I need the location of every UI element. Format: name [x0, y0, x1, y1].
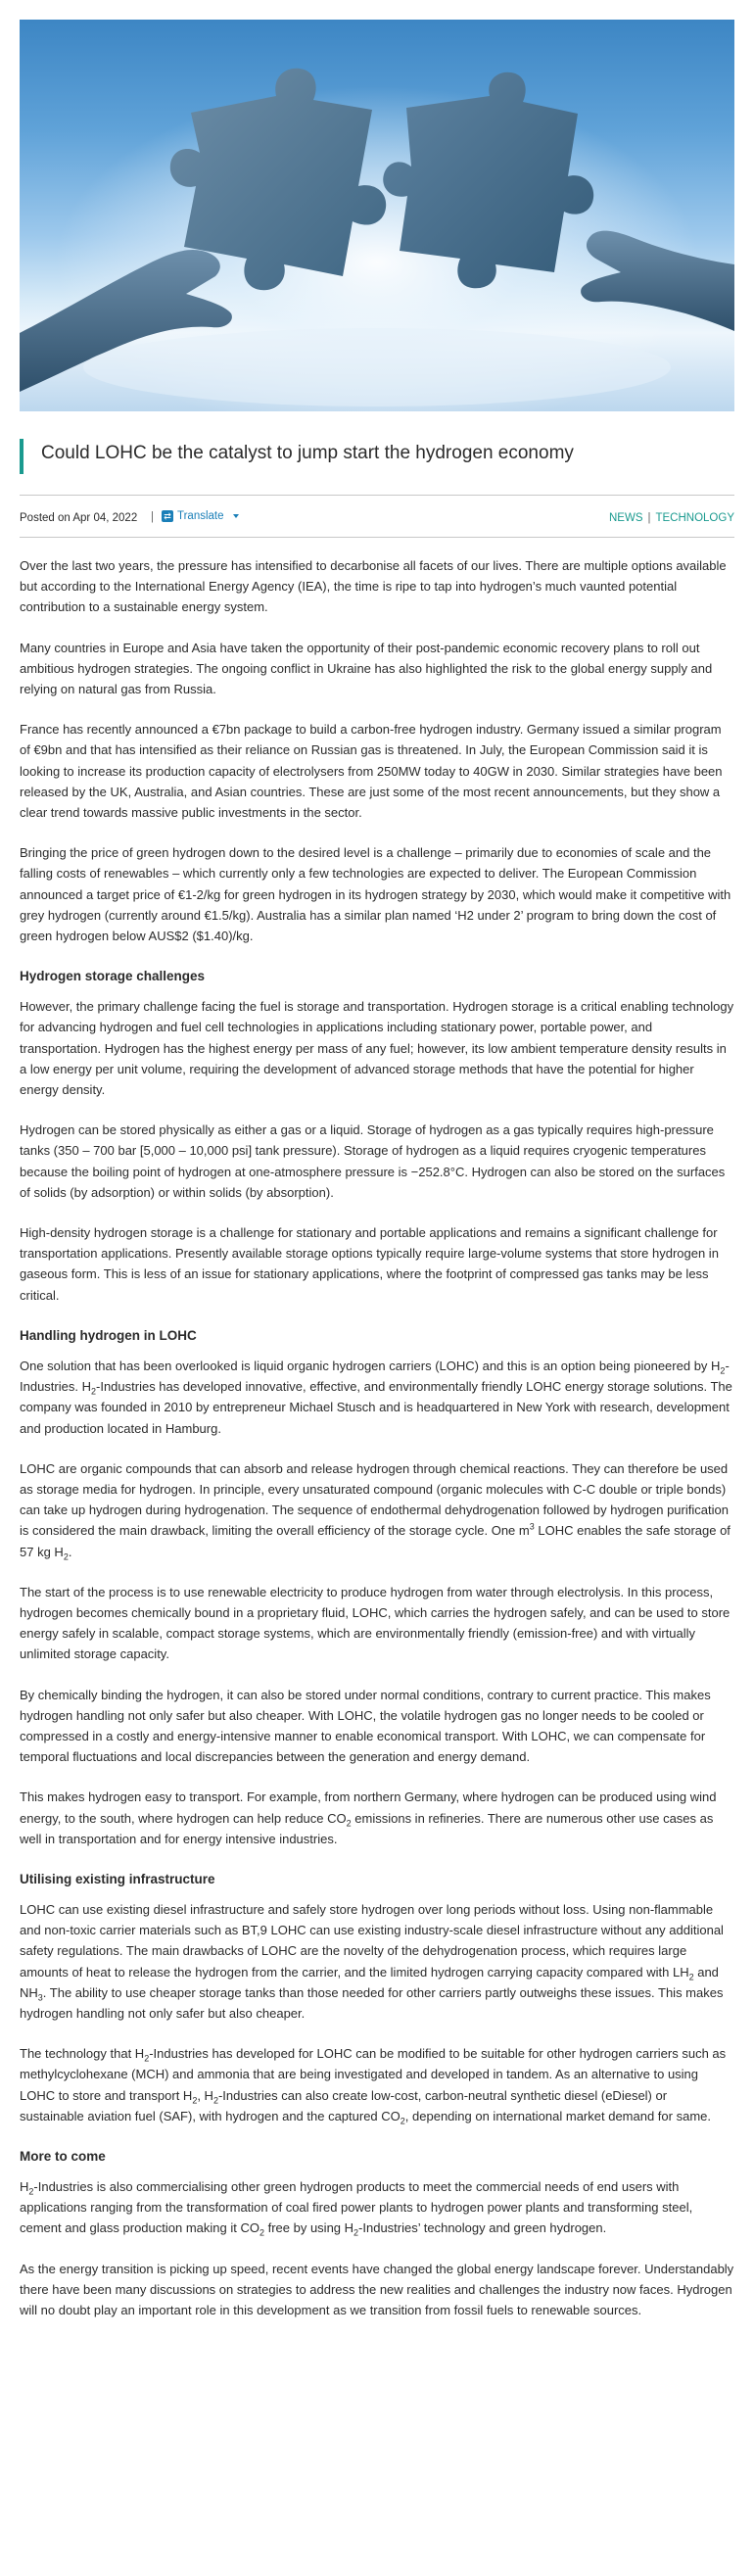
date-value: Apr 04, 2022 [72, 512, 138, 524]
paragraph: LOHC are organic compounds that can absorb and release hydrogen through chemical reactions. They can therefore be used as storage media for hydrogen. In principle, every unsaturated compound (organic molecules with C-C double or triple bonds) can take up hydrogen during hydrogenation. The sequence of endothermal dehydrogenation followed by hydrogen purification is considered the main drawback, limiting the overall efficiency of the storage cycle. One $m^3$ LOHC enables the safe storage of 57 kg $H_2$. [20, 1460, 730, 1562]
paragraph: The start of the process is to use renewable electricity to produce hydrogen from water through electrolysis. In this process, hydrogen becomes chemically bound in a proprietary fluid, LOHC, which carries the hydrogen safely, and can be used to store energy safely in scalable, compact storage systems, which are environmentally friendly (emission-free) and with virtually unlimited storage capacity. [20, 1584, 730, 1662]
paragraph: France has recently announced a €7bn package to build a carbon-free hydrogen industry. Germany issued a similar program of €9bn and that has intensified as their reliance on Russian gas is threatened. In July, the European Commission said it is looking to increase its production capacity of electrolysers from 250MW today to 40GW in 2030. Similar strategies have been released by the UK, Australia, and Asian countries. These are just some of the most recent announcements, but they show a clear trend towards massive public investments in the sector. [20, 722, 723, 821]
divider [20, 537, 734, 538]
paragraph: Bringing the price of green hydrogen down to the desired level is a challenge – primarily due to economies of scale and the falling costs of renewables – which currently only a few technologies are expected to deliver. The European Commission announced a target price of €1-2/kg for green hydrogen in its hydrogen strategy by 2030, which would make it competitive with grey hydrogen (currently around €1.5/kg). Australia has a similar plan named ‘H2 under 2’ program to bring down the cost of green hydrogen below AUS$2 ($1.40)/kg. [20, 845, 731, 944]
translate-button[interactable] [162, 510, 239, 522]
paragraph: This makes hydrogen easy to transport. For example, from northern Germany, where hydrogen can be produced using wind energy, to the south, where hydrogen can help reduce $CO_2$ emissions in refineries. There are numerous other use cases as well in transportation and for energy intensive industries. [20, 1789, 717, 1846]
category-news-link[interactable]: NEWS [608, 512, 643, 524]
article-body [20, 555, 734, 2320]
posted-date [20, 512, 137, 524]
separator: | [151, 511, 154, 523]
title-block [20, 439, 738, 474]
category-technology-link[interactable]: TECHNOLOGY [655, 512, 734, 524]
category-links [609, 512, 734, 524]
puzzle-hands-illustration [20, 20, 734, 411]
translate-label: Translate [177, 510, 224, 522]
paragraph: However, the primary challenge facing the fuel is storage and transportation. Hydrogen storage is a critical enabling technology for advancing hydrogen and fuel cell technologies in applications including stationary power, portable power, and transportation. Hydrogen has the highest energy per mass of any fuel; however, its low ambient temperature density results in a low energy per unit volume, requiring the development of advanced storage methods that have the potential for higher energy density. [20, 999, 734, 1098]
divider [20, 495, 734, 496]
paragraph: By chemically binding the hydrogen, it can also be stored under normal conditions, contrary to current practice. This makes hydrogen handling not only safer but also cheaper. With LOHC, the volatile hydrogen gas no longer needs to be cooled or compressed in a costly and energy-intensive manner to enable economical transport. With LOHC, we can compensate for temporal fluctuations and local discrepancies between the generation and energy demand. [20, 1687, 711, 1765]
paragraph: As the energy transition is picking up speed, recent events have changed the global energy landscape forever. Understandably there have been many discussions on strategies to address the new realities and challenges the industry now faces. Hydrogen will no doubt play an important role in this development as we transition from fossil fuels to renewable sources. [20, 2261, 734, 2317]
separator: | [647, 512, 651, 524]
paragraph: High-density hydrogen storage is a challenge for stationary and portable applications and remains a significant challenge for transportation applications. Presently available storage options typically require large-volume systems that store hydrogen in gaseous form. This is less of an issue for stationary applications, where the footprint of compressed gas tanks may be less critical. [20, 1225, 719, 1303]
article-meta [20, 509, 734, 529]
paragraph: LOHC can use existing diesel infrastructure and safely store hydrogen over long periods without loss. Using non-flammable and non-toxic carrier materials such as BT,9 LOHC can use existing industry-scale diesel infrastructure without any additional safety regulations. The main drawbacks of LOHC are the novelty of the dehydrogenation process, which requires large amounts of heat to release the hydrogen from the carrier, and the limited hydrogen carrying capacity compared with $LH_2$ and $NH_3$. The ability to use cheaper storage tanks than those needed for other carriers partly outweighs these issues. This makes hydrogen handling not only safer but also cheaper. [20, 1901, 724, 2021]
section-heading: Handling hydrogen in LOHC [20, 1327, 197, 1343]
paragraph: $H_2$-Industries is also commercialising other green hydrogen products to meet the commercial needs of end users with applications ranging from the transformation of coal fired power plants to hydrogen power plants and transforming steel, cement and glass production making it $CO_2$ free by using $H_2$-Industries’ technology and green hydrogen. [20, 2178, 693, 2238]
posted-label: Posted on [20, 512, 71, 524]
paragraph: Many countries in Europe and Asia have taken the opportunity of their post-pandemic economic recovery plans to roll out ambitious hydrogen strategies. The ongoing conflict in Ukraine has also highlighted the risk to the global energy supply and relying on natural gas from Russia. [20, 640, 713, 697]
paragraph: Hydrogen can be stored physically as either a gas or a liquid. Storage of hydrogen as a gas typically requires high-pressure tanks (350 – 700 bar [5,000 – 10,000 psi] tank pressure). Storage of hydrogen as a liquid requires cryogenic temperatures because the boiling point of hydrogen at one-atmosphere pressure is −252.8°C. Hydrogen can also be stored on the surfaces of solids (by adsorption) or within solids (by absorption). [20, 1122, 726, 1200]
section-heading: Hydrogen storage challenges [20, 969, 206, 984]
paragraph: One solution that has been overlooked is liquid organic hydrogen carriers (LOHC) and this is an option being pioneered by $H_2$-Industries. $H_2$-Industries has developed innovative, effective, and environmentally friendly LOHC energy storage solutions. The company was founded in 2010 by entrepreneur Michael Stusch and is headquartered in New York with research, development and production located in Hamburg. [20, 1358, 732, 1436]
translate-icon: ⇄ [162, 510, 173, 522]
section-heading: Utilising existing infrastructure [20, 1871, 215, 1886]
paragraph: Over the last two years, the pressure has intensified to decarbonise all facets of our lives. There are multiple options available but according to the International Energy Agency (IEA), the time is ripe to tap into hydrogen’s much vaunted potential contribution to a sustainable energy system. [20, 558, 727, 615]
section-heading: More to come [20, 2148, 106, 2164]
article-title: Could LOHC be the catalyst to jump start the hydrogen economy [41, 443, 574, 463]
hero-image [20, 20, 734, 411]
paragraph: The technology that $H_2$-Industries has developed for LOHC can be modified to be suitable for other hydrogen carriers such as methylcyclohexane (MCH) and ammonia that are being investigated and developed in tandem. As an alternative to using LOHC to store and transport $H_2$, $H_2$-Industries can also create low-cost, carbon-neutral synthetic diesel (eDiesel) or sustainable aviation fuel (SAF), with hydrogen and the captured $CO_2$, depending on international market demand for same. [20, 2046, 727, 2126]
chevron-down-icon [233, 514, 239, 518]
